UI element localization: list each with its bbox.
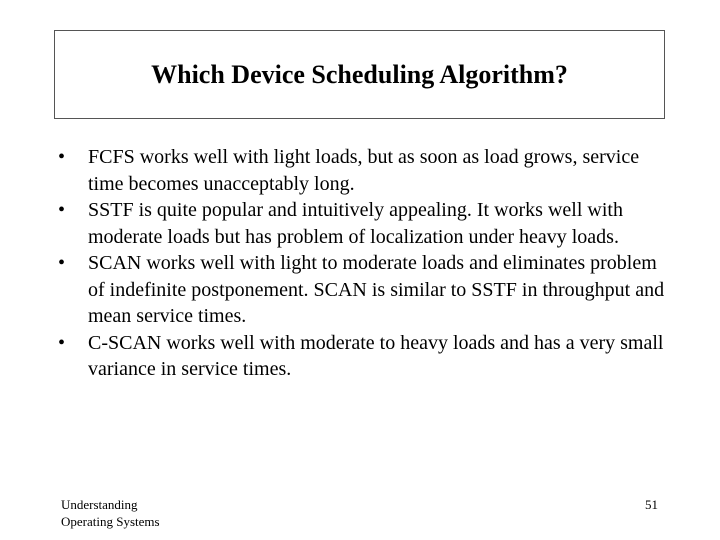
bullet-item-fcfs <box>58 144 668 197</box>
bullet-text-sstf: SSTF is quite popular and intuitively appealing. It works well with moderate loads but has problem of localization under heavy loads. <box>88 199 623 248</box>
title-box <box>54 30 665 119</box>
bullet-dot-icon: • <box>58 252 66 274</box>
bullet-item-scan <box>58 250 668 330</box>
page-number: 51 <box>645 497 658 512</box>
bullet-text-scan: SCAN works well with light to moderate loads and eliminates problem of indefinite postponement. SCAN is similar to SSTF in throughput and mean service times. <box>88 252 665 327</box>
bullet-item-sstf <box>58 197 668 250</box>
slide-title: Which Device Scheduling Algorithm? <box>151 59 568 89</box>
bullet-text-cscan: C-SCAN works well with moderate to heavy loads and has a very small variance in service times. <box>88 331 664 380</box>
bullet-item-cscan <box>58 330 668 383</box>
bullet-list <box>58 144 668 383</box>
footer-source <box>61 496 160 530</box>
footer-source-line1: Understanding <box>61 497 138 512</box>
bullet-dot-icon: • <box>58 146 66 168</box>
bullet-text-fcfs: FCFS works well with light loads, but as soon as load grows, service time becomes unacceptably long. <box>88 146 640 195</box>
footer-source-line2: Operating Systems <box>61 514 160 529</box>
bullet-dot-icon: • <box>58 331 66 354</box>
bullet-dot-icon: • <box>58 199 66 221</box>
